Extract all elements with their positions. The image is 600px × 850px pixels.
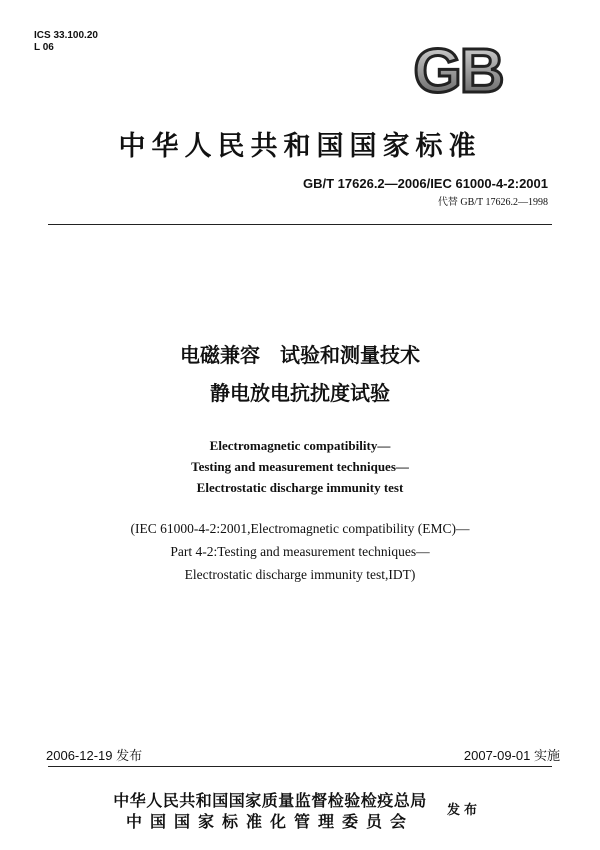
en-title-line-2: Testing and measurement techniques— (191, 459, 409, 474)
en-title-line-3: Electrostatic discharge immunity test (196, 480, 404, 495)
classification-codes (34, 30, 98, 54)
divider-bottom (48, 766, 552, 767)
standard-category-title: 中华人民共和国国家标准 (118, 131, 482, 162)
issuer-sac: 中国国家标准化管理委员会 (125, 812, 414, 831)
en-title-line-1: Electromagnetic compatibility— (209, 438, 391, 453)
iec-reference-line-2: Part 4-2:Testing and measurement techniques— (170, 544, 430, 559)
divider-top (48, 224, 552, 225)
cn-title-line-1: 电磁兼容 试验和测量技术 (180, 343, 420, 367)
standard-number: GB/T 17626.2—2006/IEC 61000-4-2:2001 (303, 176, 548, 191)
iec-reference-line-3: Electrostatic discharge immunity test,IDT) (184, 567, 416, 582)
gb-logo (396, 40, 520, 98)
replaces-note: 代替 GB/T 17626.2—1998 (437, 197, 548, 208)
issue-label: 发布 (447, 803, 482, 818)
effective-date: 2007-09-01 实施 (463, 748, 560, 763)
svg-text:GB: GB (413, 40, 503, 98)
publish-date: 2006-12-19 发布 (46, 748, 143, 763)
issuer-aqsiq: 中华人民共和国国家质量监督检验检疫总局 (113, 791, 427, 810)
iec-reference-line-1: (IEC 61000-4-2:2001,Electromagnetic compatibility (EMC)— (130, 521, 470, 536)
ccs-code: L 06 (34, 42, 54, 53)
cn-title-line-2: 静电放电抗扰度试验 (210, 381, 390, 405)
ics-code: ICS 33.100.20 (34, 30, 98, 41)
